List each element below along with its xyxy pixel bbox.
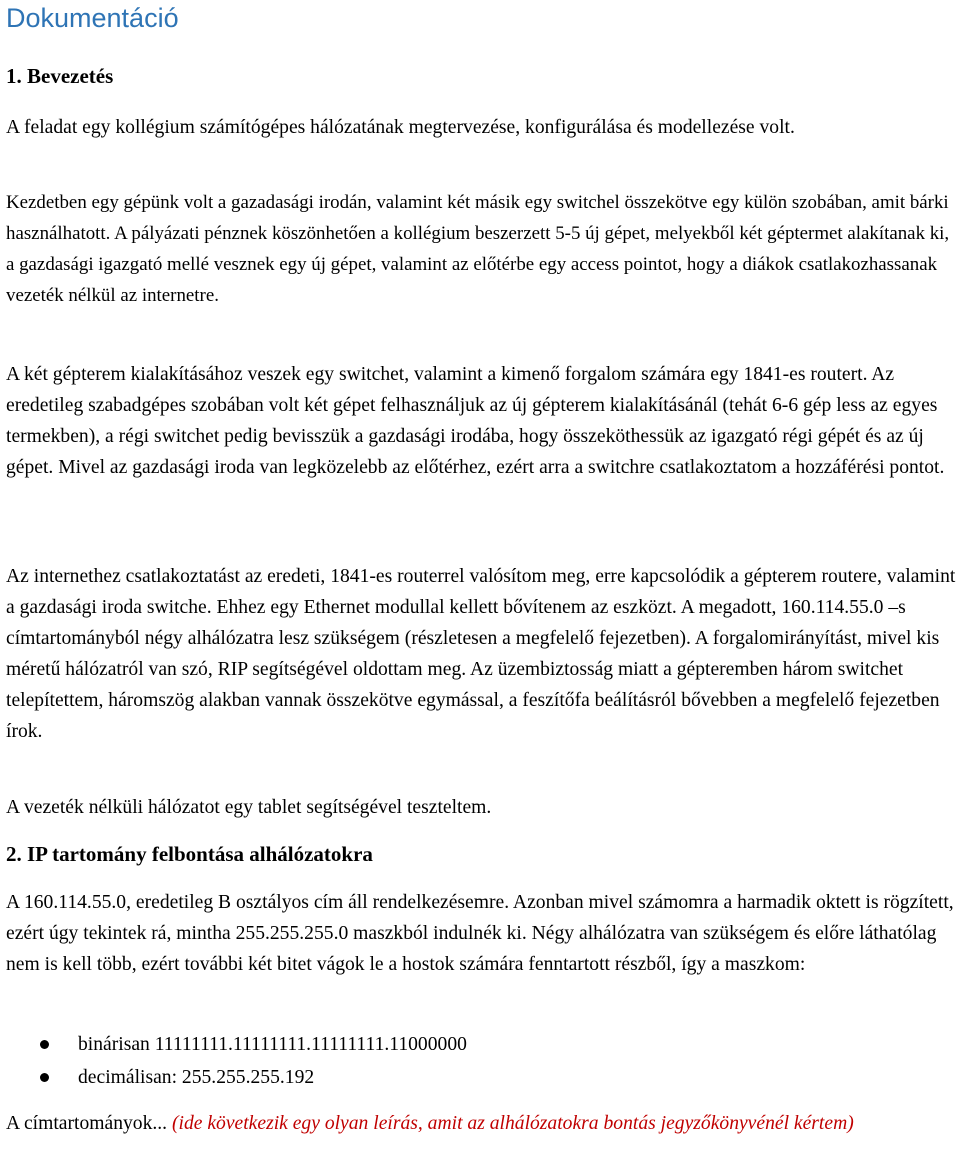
paragraph-network-setup: Az internethez csatlakoztatást az eredeti, 1841-es routerrel valósítom meg, erre kapcsolódik a gépterem routere, valamint a gazdasági iroda switche. Ehhez egy Ethernet modullal kellett bővítenem az eszközt. A megadott, 160.114.55.0 –s címtartományból négy alhálózatra lesz szükségem (részletesen a megfelelő fejezetben). A forgalomirányítást, mivel kis méretű hálózatról van szó, RIP segítségével oldottam meg. Az üzembiztosság miatt a gépteremben három switchet telepítettem, háromszög alakban vannak összekötve egymással, a feszítőfa beálításról bővebben a megfelelő fejezetben írok. [6, 566, 956, 742]
list-item [6, 1028, 467, 1061]
paragraph-computer-rooms: A két gépterem kialakításához veszek egy switchet, valamint a kimenő forgalom számára egy 1841-es routert. Az eredetileg szabadgépes szobában volt két gépet felhasználjuk az új gépterem kialakításánál (tehát 6-6 gép less az egyes termekben), a régi switchet pedig bevisszük a gazdasági irodába, hogy összeköthessük az igazgató régi gépét és az új gépet. Mivel az gazdasági iroda van legközelebb az előtérhez, ezért arra a switchre csatlakoztatom a hozzáférési pontot. [6, 364, 945, 478]
paragraph-ip-range: A 160.114.55.0, eredetileg B osztályos cím áll rendelkezésemre. Azonban mivel számomra a harmadik oktett is rögzített, ezért úgy tekintek rá, mintha 255.255.255.0 maszkból indulnék ki. Négy alhálózatra van szükségem és előre láthatólag nem is kell több, ezért további két bitet vágok le a hostok számára fenntartott részből, így a maszkom: [6, 892, 954, 975]
paragraph-task: A feladat egy kollégium számítógépes hálózatának megtervezése, konfigurálása és modellezése volt. [6, 117, 795, 138]
list-item-text: decimálisan: 255.255.255.192 [78, 1067, 315, 1088]
address-ranges-intro: A címtartományok... [6, 1113, 172, 1134]
section-heading-ip-range: 2. IP tartomány felbontása alhálózatokra [6, 842, 373, 866]
paragraph-address-ranges [6, 1108, 958, 1139]
list-item-text: binárisan 11111111.11111111.11111111.11000000 [78, 1034, 467, 1055]
section-heading-introduction: 1. Bevezetés [6, 64, 114, 88]
bullet-icon [40, 1073, 49, 1082]
document-title: Dokumentáció [6, 3, 179, 33]
mask-list [6, 1028, 467, 1094]
paragraph-background: Kezdetben egy gépünk volt a gazadasági irodán, valamint két másik egy switchel összekötve egy külön szobában, amit bárki használhatott. A pályázati pénznek köszönhetően a kollégium beszerzett 5-5 új gépet, melyekből két géptermet alakítanak ki, a gazdasági igazgató mellé vesznek egy új gépet, valamint az előtérbe egy access pointot, hogy a diákok csatlakozhassanak vezeték nélkül az internetre. [6, 192, 950, 306]
paragraph-wireless-test: A vezeték nélküli hálózatot egy tablet segítségével teszteltem. [6, 797, 492, 818]
placeholder-note: (ide következik egy olyan leírás, amit az alhálózatokra bontás jegyzőkönyvénél kértem) [171, 1113, 854, 1134]
list-item [6, 1061, 467, 1094]
bullet-icon [40, 1040, 49, 1049]
